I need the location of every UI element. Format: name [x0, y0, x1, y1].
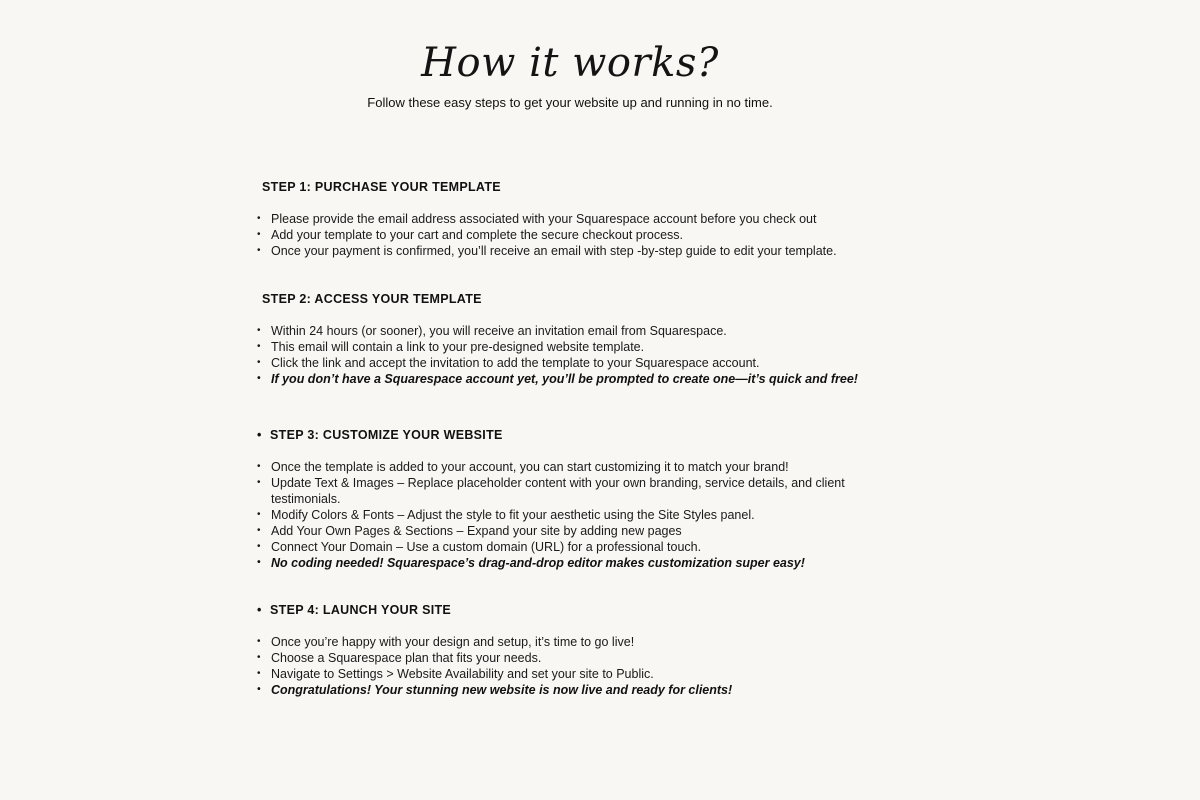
step-3-list	[262, 459, 912, 571]
step-3-section	[262, 427, 912, 571]
list-item: • Choose a Squarespace plan that fits your needs.	[262, 650, 912, 666]
list-item: • Once the template is added to your account, you can start customizing it to match your brand!	[262, 459, 912, 475]
step-1-list	[262, 211, 912, 259]
step-2-list	[262, 323, 912, 387]
page-subtitle: Follow these easy steps to get your website up and running in no time.	[367, 95, 773, 110]
list-item: • Modify Colors & Fonts – Adjust the style to fit your aesthetic using the Site Styles panel.	[262, 507, 912, 523]
list-item-emphasis: • If you don’t have a Squarespace account yet, you’ll be prompted to create one—it’s quick and free!	[262, 371, 912, 387]
list-item: • This email will contain a link to your pre-designed website template.	[262, 339, 912, 355]
step-1-heading: STEP 1: PURCHASE YOUR TEMPLATE	[262, 180, 501, 194]
list-item: • Update Text & Images – Replace placeholder content with your own branding, service details, and client testimonials.	[262, 475, 912, 507]
step-1-section	[262, 179, 912, 259]
list-item: • Please provide the email address associated with your Squarespace account before you check out	[262, 211, 912, 227]
step-2-heading: STEP 2: ACCESS YOUR TEMPLATE	[262, 292, 482, 306]
list-item: • Connect Your Domain – Use a custom domain (URL) for a professional touch.	[262, 539, 912, 555]
list-item: • Once your payment is confirmed, you’ll receive an email with step -by-step guide to edit your template.	[262, 243, 912, 259]
step-2-section	[262, 291, 912, 387]
page-title: How it works?	[421, 40, 719, 86]
step-4-heading: • STEP 4: LAUNCH YOUR SITE	[262, 602, 912, 618]
list-item-emphasis: • Congratulations! Your stunning new website is now live and ready for clients!	[262, 682, 912, 698]
list-item-emphasis: • No coding needed! Squarespace’s drag-and-drop editor makes customization super easy!	[262, 555, 912, 571]
step-4-section	[262, 602, 912, 698]
list-item: • Navigate to Settings > Website Availability and set your site to Public.	[262, 666, 912, 682]
list-item: • Within 24 hours (or sooner), you will receive an invitation email from Squarespace.	[262, 323, 912, 339]
step-4-list	[262, 634, 912, 698]
list-item: • Once you’re happy with your design and setup, it’s time to go live!	[262, 634, 912, 650]
list-item: • Click the link and accept the invitation to add the template to your Squarespace account.	[262, 355, 912, 371]
list-item: • Add your template to your cart and complete the secure checkout process.	[262, 227, 912, 243]
step-3-heading: • STEP 3: CUSTOMIZE YOUR WEBSITE	[262, 427, 912, 443]
list-item: • Add Your Own Pages & Sections – Expand your site by adding new pages	[262, 523, 912, 539]
